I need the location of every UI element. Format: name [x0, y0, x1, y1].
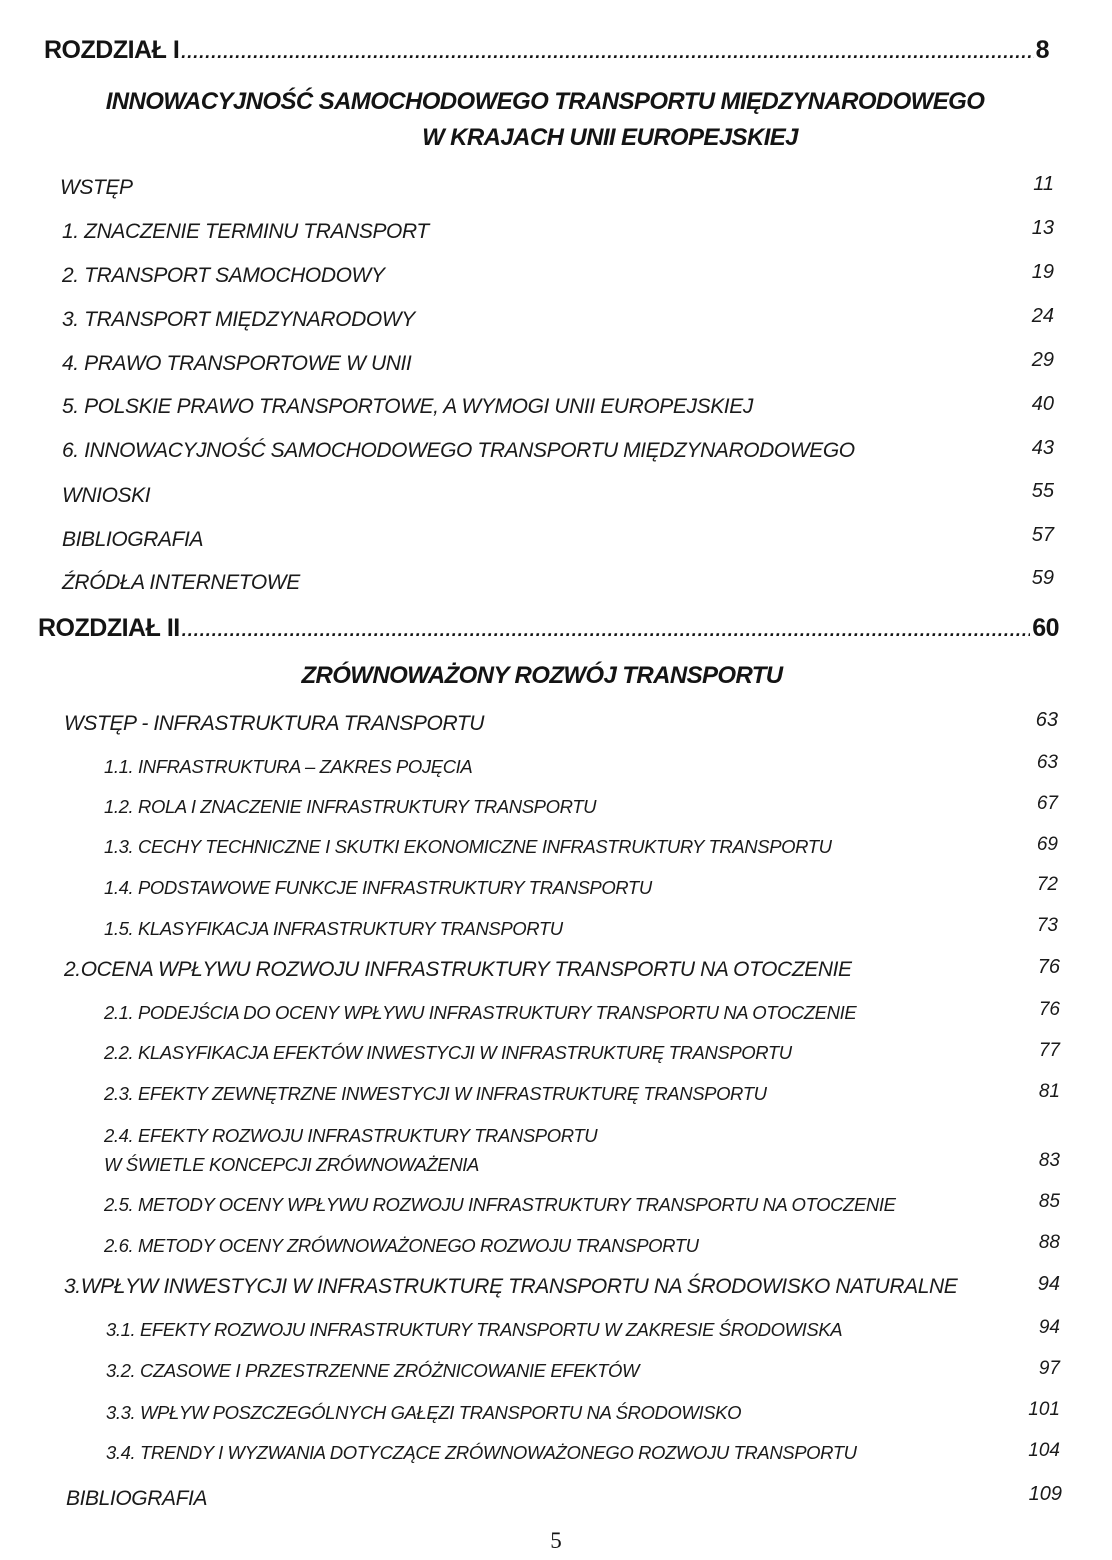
- toc-subentry: 3.2. CZASOWE I PRZESTRZENNE ZRÓŻNICOWANIE EFEKTÓW: [106, 1360, 640, 1381]
- toc-entry-page: 55: [1031, 480, 1054, 502]
- toc-subentry-continuation: W ŚWIETLE KONCEPCJI ZRÓWNOWAŻENIA: [104, 1154, 479, 1175]
- toc-subentry: 1.1. INFRASTRUKTURA – ZAKRES POJĘCIA: [104, 756, 473, 777]
- toc-entry-page: 97: [1038, 1358, 1060, 1379]
- toc-subentry: 3.1. EFEKTY ROZWOJU INFRASTRUKTURY TRANSPORTU W ZAKRESIE ŚRODOWISKA: [106, 1319, 843, 1340]
- toc-entry-page: 67: [1036, 793, 1058, 814]
- toc-subentry: 2.4. EFEKTY ROZWOJU INFRASTRUKTURY TRANSPORTU: [104, 1125, 598, 1146]
- toc-entry-page: 59: [1031, 567, 1054, 589]
- toc-subentry: 1.2. ROLA I ZNACZENIE INFRASTRUKTURY TRANSPORTU: [104, 796, 597, 817]
- toc-entry: 4. PRAWO TRANSPORTOWE W UNII: [62, 352, 412, 375]
- toc-entry-page: 76: [1038, 999, 1060, 1020]
- toc-entry-page: 104: [1028, 1440, 1060, 1461]
- toc-entry: 6. INNOWACYJNOŚĆ SAMOCHODOWEGO TRANSPORTU MIĘDZYNARODOWEGO: [62, 439, 855, 462]
- toc-subentry: 3.3. WPŁYW POSZCZEGÓLNYCH GAŁĘZI TRANSPORTU NA ŚRODOWISKO: [106, 1402, 742, 1423]
- toc-entry-page: 29: [1031, 349, 1054, 371]
- toc-entry-page: 81: [1038, 1081, 1060, 1102]
- toc-entry-page: 40: [1031, 393, 1054, 415]
- toc-entry-page: 83: [1038, 1150, 1060, 1171]
- toc-subentry: 1.5. KLASYFIKACJA INFRASTRUKTURY TRANSPORTU: [104, 918, 563, 939]
- toc-subentry: 2.3. EFEKTY ZEWNĘTRZNE INWESTYCJI W INFRASTRUKTURĘ TRANSPORTU: [104, 1083, 767, 1104]
- toc-entry-page: 101: [1028, 1399, 1060, 1420]
- toc-subentry: 3.4. TRENDY I WYZWANIA DOTYCZĄCE ZRÓWNOWAŻONEGO ROZWOJU TRANSPORTU: [106, 1442, 857, 1463]
- chapter-2-leader: [182, 620, 1030, 641]
- toc-entry-page: 88: [1038, 1232, 1060, 1253]
- chapter-2-row: [38, 614, 1059, 643]
- toc-subentry: 2.2. KLASYFIKACJA EFEKTÓW INWESTYCJI W INFRASTRUKTURĘ TRANSPORTU: [104, 1042, 792, 1063]
- toc-entry-page: 85: [1038, 1191, 1060, 1212]
- chapter-1-title-line-1: INNOWACYJNOŚĆ SAMOCHODOWEGO TRANSPORTU MIĘDZYNARODOWEGO: [105, 88, 985, 115]
- toc-entry: 3.WPŁYW INWESTYCJI W INFRASTRUKTURĘ TRANSPORTU NA ŚRODOWISKO NATURALNE: [64, 1275, 958, 1298]
- toc-entry: 3. TRANSPORT MIĘDZYNARODOWY: [62, 308, 415, 331]
- toc-entry: WSTĘP - INFRASTRUKTURA TRANSPORTU: [64, 712, 485, 735]
- toc-entry-page: 72: [1036, 874, 1058, 895]
- toc-entry-page: 69: [1036, 834, 1058, 855]
- chapter-1-leader: [181, 42, 1033, 63]
- toc-entry-page: 109: [1028, 1483, 1062, 1505]
- toc-entry: 1. ZNACZENIE TERMINU TRANSPORT: [62, 220, 429, 243]
- toc-entry-page: 11: [1033, 173, 1054, 195]
- chapter-1-title-line-2: W KRAJACH UNII EUROPEJSKIEJ: [422, 124, 798, 151]
- chapter-2-title: ZRÓWNOWAŻONY ROZWÓJ TRANSPORTU: [301, 662, 783, 689]
- toc-entry-page: 63: [1036, 752, 1058, 773]
- toc-entry-page: 13: [1031, 217, 1054, 239]
- toc-entry: ŹRÓDŁA INTERNETOWE: [62, 571, 300, 594]
- toc-entry-page: 43: [1031, 437, 1054, 459]
- toc-entry: 2.OCENA WPŁYWU ROZWOJU INFRASTRUKTURY TRANSPORTU NA OTOCZENIE: [64, 958, 852, 981]
- toc-entry: 5. POLSKIE PRAWO TRANSPORTOWE, A WYMOGI UNII EUROPEJSKIEJ: [62, 395, 753, 418]
- toc-entry: BIBLIOGRAFIA: [66, 1487, 208, 1510]
- chapter-2-page: 60: [1032, 614, 1059, 642]
- toc-entry-page: 73: [1036, 915, 1058, 936]
- toc-subentry: 2.6. METODY OCENY ZRÓWNOWAŻONEGO ROZWOJU TRANSPORTU: [104, 1235, 699, 1256]
- page-number: 5: [550, 1528, 562, 1553]
- toc-entry-page: 77: [1038, 1040, 1060, 1061]
- toc-entry-page: 19: [1031, 261, 1054, 283]
- toc-entry: WNIOSKI: [62, 484, 151, 507]
- toc-entry: WSTĘP: [60, 176, 133, 199]
- chapter-2-label: ROZDZIAŁ II: [38, 614, 180, 642]
- toc-subentry: 1.3. CECHY TECHNICZNE I SKUTKI EKONOMICZNE INFRASTRUKTURY TRANSPORTU: [104, 836, 832, 857]
- toc-entry-page: 24: [1031, 305, 1054, 327]
- toc-entry-page: 63: [1035, 709, 1058, 731]
- toc-entry-page: 76: [1037, 956, 1060, 978]
- toc-entry-page: 94: [1038, 1317, 1060, 1338]
- chapter-1-row: [44, 36, 1049, 65]
- toc-subentry: 1.4. PODSTAWOWE FUNKCJE INFRASTRUKTURY TRANSPORTU: [104, 877, 652, 898]
- toc-entry-page: 57: [1031, 524, 1054, 546]
- chapter-1-label: ROZDZIAŁ I: [44, 36, 180, 64]
- toc-entry: 2. TRANSPORT SAMOCHODOWY: [62, 264, 385, 287]
- toc-entry: BIBLIOGRAFIA: [62, 528, 204, 551]
- toc-subentry: 2.5. METODY OCENY WPŁYWU ROZWOJU INFRASTRUKTURY TRANSPORTU NA OTOCZENIE: [104, 1194, 896, 1215]
- toc-entry-page: 94: [1037, 1273, 1060, 1295]
- toc-subentry: 2.1. PODEJŚCIA DO OCENY WPŁYWU INFRASTRUKTURY TRANSPORTU NA OTOCZENIE: [104, 1002, 857, 1023]
- chapter-1-page: 8: [1035, 36, 1049, 64]
